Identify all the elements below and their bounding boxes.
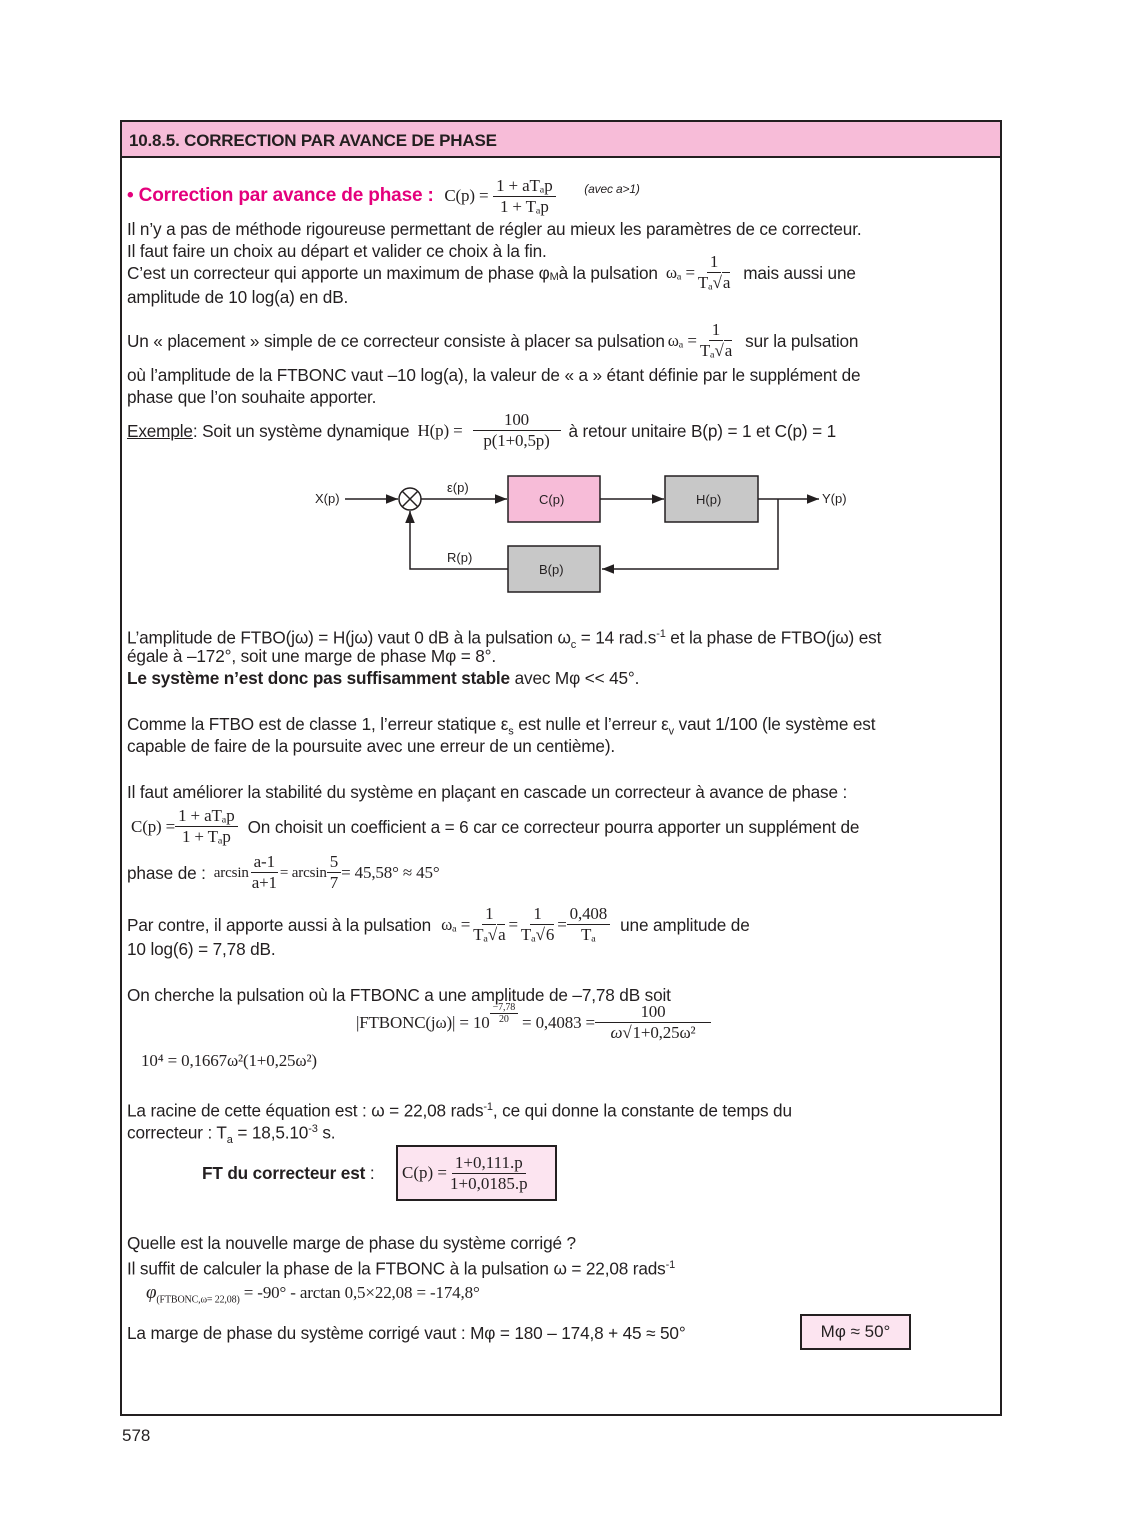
para2-line1 bbox=[127, 320, 858, 361]
section-frame bbox=[120, 120, 1002, 1416]
diagram-error-label: ε(p) bbox=[447, 480, 469, 495]
h-formula-num: 100 bbox=[473, 410, 561, 431]
ftbonc-eq-mid: = 0,4083 = bbox=[522, 1012, 595, 1032]
h-formula-lhs: H(p) = bbox=[417, 420, 463, 440]
arcsin-result: = 45,58° ≈ 45° bbox=[341, 862, 440, 882]
example-text-b: à retour unitaire B(p) = 1 et C(p) = 1 bbox=[568, 420, 837, 441]
equation-quartic: 10⁴ = 0,1667ω²(1+0,25ω²) bbox=[141, 1051, 317, 1070]
omega-a-fraction bbox=[695, 252, 733, 293]
ftbonc-exponent bbox=[490, 1002, 518, 1025]
omega-a-lhs: ωₐ = bbox=[665, 262, 695, 282]
h-formula-den: p(1+0,5p) bbox=[483, 431, 550, 450]
para2-line1-a: Un « placement » simple de ce correcteur consiste à placer sa pulsation bbox=[127, 330, 665, 351]
para4-c: vaut 1/100 (le système est bbox=[674, 714, 876, 734]
arcsin-2-fraction bbox=[327, 852, 341, 893]
intro-formula-fraction bbox=[493, 176, 555, 217]
intro-bullet-text: • Correction par avance de phase : bbox=[127, 185, 434, 207]
arcsin-1-num: a-1 bbox=[251, 852, 278, 873]
arcsin-2-num: 5 bbox=[327, 852, 341, 873]
omega-a-den-rad-2: a bbox=[724, 341, 733, 360]
phase-equation bbox=[146, 1282, 480, 1311]
arcsin-1-den: a+1 bbox=[251, 873, 277, 892]
ftbonc-exp-den: 20 bbox=[499, 1014, 509, 1025]
para6-line1: Par contre, il apporte aussi à la pulsation ωₐ = $\frac{1}{\text{Tₐ√a}}$ = $\frac{1}{\text{Tₐ√6}}$ = $\frac{0,408}{\text{Tₐ}}$ une amplitude de bbox=[127, 904, 750, 944]
omega-a-fraction-5 bbox=[567, 904, 611, 945]
omega-a-den-t-3: Tₐ bbox=[473, 925, 488, 944]
omega-a-fraction-3 bbox=[470, 904, 508, 945]
para8-line1-a: La racine de cette équation est : ω = 22,08 rads bbox=[127, 1100, 484, 1121]
section-header bbox=[122, 122, 1000, 158]
omega-a-den-t-2: Tₐ bbox=[699, 341, 715, 360]
para9-line2-a: Il suffit de calculer la phase de la FTBONC à la pulsation ω = 22,08 rads bbox=[127, 1258, 666, 1279]
para5-line1: Il faut améliorer la stabilité du système en plaçant en cascade un correcteur à avance de phase : bbox=[127, 782, 848, 802]
para5-line2 bbox=[131, 806, 859, 847]
omega-a-den-rad-4: 6 bbox=[545, 925, 555, 944]
c-formula-den: 1 + Tₐp bbox=[181, 827, 231, 846]
para3-line3 bbox=[127, 667, 639, 689]
corrector-fraction bbox=[447, 1153, 531, 1194]
para8-sup: -1 bbox=[483, 1101, 493, 1113]
para8-sub: a bbox=[226, 1134, 233, 1147]
para8-line2-b: = 18,5.10 bbox=[232, 1122, 309, 1143]
corrector-den: 1+0,0185.p bbox=[450, 1173, 528, 1193]
omega-a-fraction-4 bbox=[518, 904, 557, 945]
section-title: 10.8.5. CORRECTION PAR AVANCE DE PHASE bbox=[129, 131, 497, 150]
block-h-label: H(p) bbox=[696, 492, 722, 507]
para1-line3-c: mais aussi une bbox=[743, 262, 856, 283]
block-b-label: B(p) bbox=[539, 562, 564, 577]
para4-b: est nulle et l’erreur ε bbox=[513, 714, 669, 734]
summing-junction-icon bbox=[399, 488, 421, 510]
para9-line1: Quelle est la nouvelle marge de phase du système corrigé ? bbox=[127, 1233, 576, 1253]
ft-label-bold: FT du correcteur est bbox=[202, 1163, 366, 1183]
omega-a-fraction-2 bbox=[697, 320, 735, 361]
block-diagram bbox=[300, 470, 860, 600]
example-line bbox=[127, 410, 836, 451]
omega-a-num-2: 1 bbox=[709, 320, 723, 341]
para8-line2-c: s. bbox=[317, 1122, 336, 1143]
omega-a-den-3: Tₐ√a bbox=[473, 925, 506, 944]
example-label: Exemple bbox=[127, 420, 193, 441]
para3-line1-c: et la phase de FTBO(jω) est bbox=[665, 627, 882, 648]
para4-sub-s: s bbox=[508, 725, 514, 738]
para4-sub-v: v bbox=[668, 725, 675, 738]
para9-sup: -1 bbox=[665, 1259, 676, 1271]
arcsin-1-fraction bbox=[249, 852, 280, 893]
para2-line3: phase que l’on souhaite apporter. bbox=[127, 387, 377, 407]
para3-sup: -1 bbox=[656, 628, 666, 640]
para7-line1: On cherche la pulsation où la FTBONC a une amplitude de –7,78 dB soit bbox=[127, 985, 671, 1005]
para1-line2: Il faut faire un choix au départ et valider ce choix à la fin. bbox=[127, 241, 547, 261]
diagram-input-label: X(p) bbox=[315, 491, 340, 506]
ftbonc-den-rad: 1+0,25ω² bbox=[632, 1023, 696, 1042]
para2-line2: où l’amplitude de la FTBONC vaut –10 log(a), la valeur de « a » étant définie par le supplément de bbox=[127, 365, 861, 385]
phase-margin-result: Mφ ≈ 50° bbox=[820, 1322, 891, 1341]
para1-line3-b: à la pulsation bbox=[558, 262, 658, 283]
c-formula-lhs: C(p) = bbox=[131, 816, 176, 836]
diagram-output-label: Y(p) bbox=[822, 491, 847, 506]
phase-margin-result-box bbox=[800, 1314, 911, 1350]
para4-a: Comme la FTBO est de classe 1, l’erreur statique ε bbox=[127, 714, 509, 734]
para5-line2-text: On choisit un coefficient a = 6 car ce correcteur pourra apporter un supplément de bbox=[247, 816, 860, 837]
ftbonc-equation bbox=[356, 1002, 711, 1043]
omega-a-num-4: 1 bbox=[530, 904, 544, 925]
block-c-label: C(p) bbox=[539, 492, 565, 507]
omega-a-lhs-3: ωₐ = bbox=[441, 914, 471, 934]
c-formula-fraction bbox=[175, 806, 237, 847]
para9-line4: La marge de phase du système corrigé vaut : Mφ = 180 – 174,8 + 45 ≈ 50° bbox=[127, 1323, 686, 1343]
para9-line2 bbox=[127, 1254, 675, 1280]
para6-line1-b: une amplitude de bbox=[620, 914, 750, 935]
phi-sub: (FTBONC,ω= 22,08) bbox=[156, 1294, 240, 1306]
ftbonc-eq-lhs: |FTBONC(jω)| = 10 bbox=[356, 1012, 490, 1032]
ftbonc-den-omega: ω bbox=[610, 1023, 623, 1042]
omega-a-lhs-2: ωₐ = bbox=[667, 330, 697, 350]
arcsin-2-den: 7 bbox=[329, 873, 339, 892]
corrector-result-box bbox=[396, 1145, 557, 1201]
arcsin-1: arcsin bbox=[213, 864, 249, 881]
omega-a-num: 1 bbox=[707, 252, 721, 273]
omega-a-num-5: 0,408 bbox=[567, 904, 611, 925]
omega-a-den-t: Tₐ bbox=[697, 273, 713, 292]
ftbonc-exp-num: −7,78 bbox=[490, 1002, 518, 1014]
intro-formula-lhs: C(p) = bbox=[444, 186, 489, 206]
para1-line4: amplitude de 10 log(a) en dB. bbox=[127, 287, 349, 307]
para6-line1-a: Par contre, il apporte aussi à la pulsation bbox=[127, 914, 432, 935]
para1-sub-m: M bbox=[549, 270, 559, 283]
page-number: 578 bbox=[122, 1426, 151, 1445]
para5-line3 bbox=[127, 852, 440, 893]
corrector-num: 1+0,111.p bbox=[452, 1153, 526, 1174]
intro-formula-num: 1 + aTₐp bbox=[493, 176, 555, 197]
para3-line2: égale à –172°, soit une marge de phase Mφ = 8°. bbox=[127, 646, 496, 666]
intro-heading bbox=[127, 176, 640, 217]
example-text-a: : Soit un système dynamique bbox=[192, 420, 410, 441]
omega-a-num-3: 1 bbox=[482, 904, 496, 925]
para1-line1: Il n’y a pas de méthode rigoureuse permettant de régler au mieux les paramètres de ce correcteur. bbox=[127, 219, 862, 239]
ft-label bbox=[202, 1162, 374, 1184]
ftbonc-num: 100 bbox=[595, 1002, 711, 1023]
omega-a-den-2: Tₐ√a bbox=[699, 341, 733, 360]
para3-line1-a: L’amplitude de FTBO(jω) = H(jω) vaut 0 dB à la pulsation ω bbox=[127, 627, 571, 648]
para8-line2 bbox=[127, 1118, 335, 1151]
omega-a-den: Tₐ√a bbox=[697, 273, 731, 292]
para8-sup2: -3 bbox=[308, 1123, 318, 1135]
phi-eq: = -90° - arctan 0,5×22,08 = -174,8° bbox=[239, 1283, 480, 1302]
omega-a-den-t-4: Tₐ bbox=[520, 925, 536, 944]
para3-rest: avec Mφ << 45°. bbox=[509, 668, 640, 688]
para8-line1-b: , ce qui donne la constante de temps du bbox=[492, 1100, 792, 1121]
c-formula-num: 1 + aTₐp bbox=[175, 806, 237, 827]
para6-line2: 10 log(6) = 7,78 dB. bbox=[127, 939, 276, 959]
para3-line1-b: = 14 rad.s bbox=[576, 627, 657, 648]
corrector-lhs: C(p) = bbox=[402, 1163, 447, 1182]
phi-symbol: φ bbox=[146, 1282, 157, 1303]
omega-a-den-rad-3: a bbox=[498, 925, 506, 944]
arcsin-2: = arcsin bbox=[279, 864, 327, 881]
omega-a-den-5: Tₐ bbox=[581, 925, 596, 944]
para4-line2: capable de faire de la poursuite avec une erreur de un centième). bbox=[127, 736, 616, 756]
h-formula-fraction bbox=[473, 410, 561, 451]
phase-de-label: phase de : bbox=[127, 862, 206, 883]
intro-note: (avec a>1) bbox=[584, 182, 640, 197]
intro-formula-den: 1 + Tₐp bbox=[499, 197, 549, 216]
ft-label-colon: : bbox=[365, 1163, 375, 1183]
para3-sub-c: c bbox=[570, 639, 577, 652]
ftbonc-den: ω√1+0,25ω² bbox=[610, 1023, 696, 1042]
omega-a-den-4: Tₐ√6 bbox=[520, 925, 555, 944]
para3-bold: Le système n’est donc pas suffisamment stable bbox=[127, 668, 510, 688]
ftbonc-fraction bbox=[595, 1002, 711, 1043]
diagram-feedback-label: R(p) bbox=[447, 550, 473, 565]
omega-a-den-rad: a bbox=[722, 273, 731, 292]
para2-line1-b: sur la pulsation bbox=[745, 330, 859, 351]
para8-line2-a: correcteur : T bbox=[127, 1122, 227, 1143]
para1-line3-a: C’est un correcteur qui apporte un maximum de phase φ bbox=[127, 262, 550, 283]
